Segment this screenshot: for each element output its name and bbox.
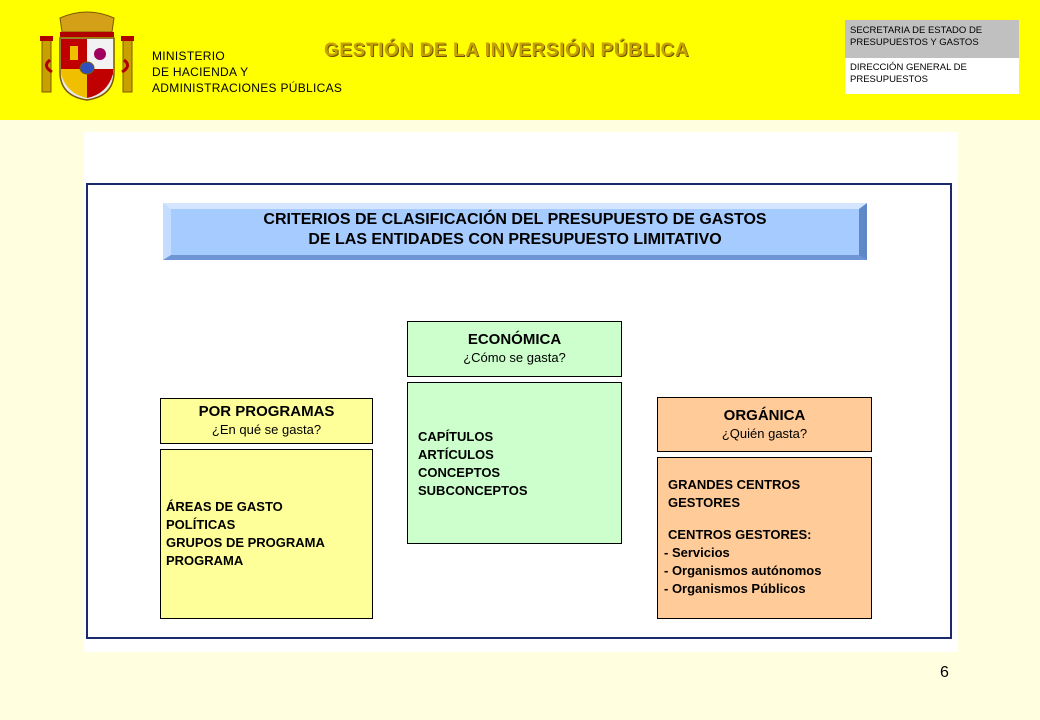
programas-items-box [160,449,373,619]
page-number: 6 [940,664,949,681]
ministry-line: ADMINISTRACIONES PÚBLICAS [152,81,343,95]
organica-header-box [657,397,872,452]
list-item: - Servicios [664,545,730,560]
header-bar [0,0,1040,120]
list-item: ARTÍCULOS [418,447,494,462]
agency-line: SECRETARIA DE ESTADO DE [850,25,983,36]
list-item: POLÍTICAS [166,517,236,532]
list-item: PROGRAMA [166,553,244,568]
agency-line: DIRECCIÓN GENERAL DE [850,62,967,73]
agency-line: PRESUPUESTOS [850,74,928,85]
spain-coat-of-arms-icon [40,10,134,102]
economica-question: ¿Cómo se gasta? [463,350,566,365]
agency-direccion [845,58,1019,86]
list-item: GRUPOS DE PROGRAMA [166,535,325,550]
agency-secretaria [845,20,1019,58]
programas-title: POR PROGRAMAS [198,403,335,420]
economica-header-box [407,321,622,377]
ministry-name [152,48,342,96]
list-item: CONCEPTOS [418,465,501,480]
banner-line: CRITERIOS DE CLASIFICACIÓN DEL PRESUPUESTO DE GASTOS [263,211,767,228]
page-title: GESTIÓN DE LA INVERSIÓN PÚBLICA [324,40,690,61]
organica-question: ¿Quién gasta? [721,426,808,441]
list-item: GESTORES [668,495,741,510]
programas-header-box [160,398,373,444]
list-item: ÁREAS DE GASTO [166,499,283,514]
agency-box [845,20,1019,94]
list-heading: CENTROS GESTORES: [668,527,812,542]
programas-question: ¿En qué se gasta? [211,422,322,437]
ministry-line: MINISTERIO [152,49,226,63]
organica-items-box [657,457,872,619]
banner-line: DE LAS ENTIDADES CON PRESUPUESTO LIMITATIVO [308,231,722,248]
list-item: SUBCONCEPTOS [418,483,528,498]
diagram-title-banner [163,203,867,260]
list-item: GRANDES CENTROS [668,477,801,492]
organica-title: ORGÁNICA [723,407,806,424]
economica-title: ECONÓMICA [467,331,562,348]
ministry-line: DE HACIENDA Y [152,65,249,79]
agency-line: PRESUPUESTOS Y GASTOS [850,37,979,48]
list-item: - Organismos autónomos [664,563,822,578]
list-item: - Organismos Públicos [664,581,806,596]
list-item: CAPÍTULOS [418,429,494,444]
economica-items-box [407,382,622,544]
